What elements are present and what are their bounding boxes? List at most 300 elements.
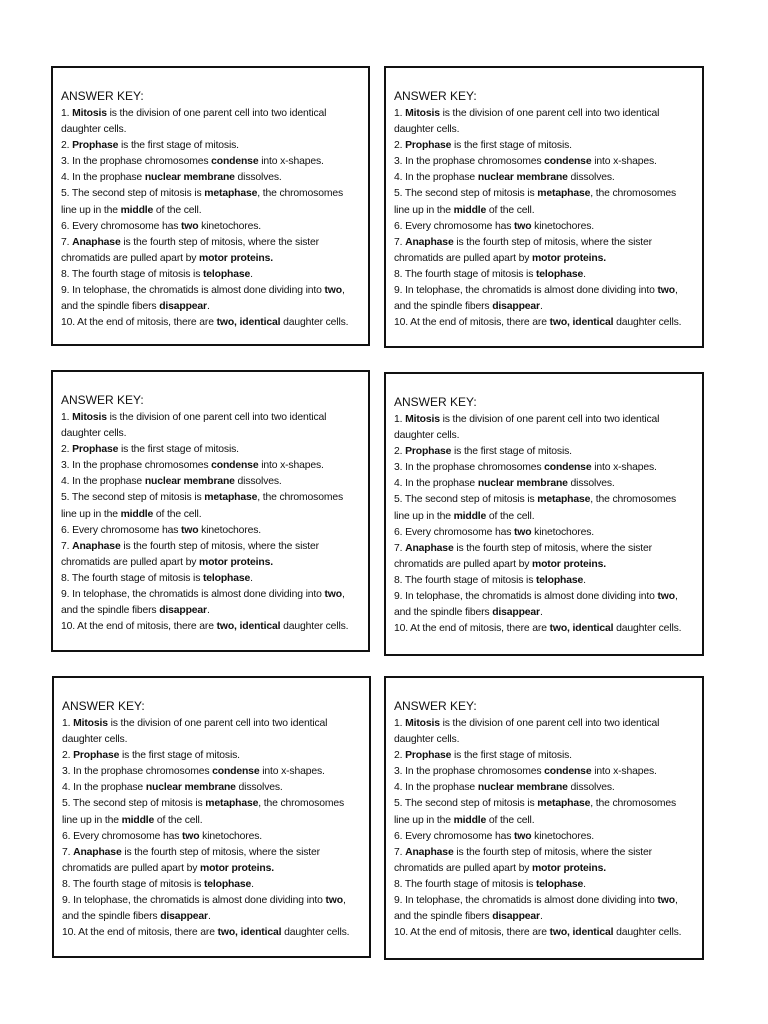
answer-term: Prophase [73, 750, 120, 762]
answer-text: 7. [394, 846, 406, 858]
answer-text: . [583, 574, 586, 586]
answer-term: Anaphase [72, 236, 121, 248]
answer-term: Mitosis [72, 108, 107, 119]
card-title: ANSWER KEY: [62, 699, 145, 713]
answer-text: 9. In telophase, the chromatids is almost done dividing into [394, 591, 658, 603]
answer-term: two [657, 591, 675, 603]
answer-text: 3. In the prophase chromosomes [61, 460, 212, 472]
answer-text: 8. The fourth stage of mitosis is [61, 572, 203, 584]
answer-line [61, 619, 360, 635]
answer-line [62, 764, 361, 780]
answer-term: middle [121, 814, 155, 826]
answer-term: metaphase [204, 492, 258, 504]
answer-term: nuclear membrane [144, 476, 235, 488]
answer-term: two [180, 220, 199, 232]
answer-line [61, 122, 360, 138]
answer-line [61, 410, 360, 426]
answer-line [394, 170, 694, 186]
answer-text: dissolves. [567, 782, 615, 794]
answer-line [394, 219, 694, 235]
answer-term: telophase [535, 878, 584, 890]
answer-text: chromatids are pulled apart by [394, 862, 533, 874]
answer-term: Mitosis [72, 412, 107, 423]
answer-line [394, 813, 694, 829]
answer-text: is the first stage of mitosis. [451, 750, 572, 762]
answer-line [62, 813, 361, 829]
answer-term: Mitosis [405, 108, 440, 119]
answer-text: 7. [62, 846, 74, 858]
answer-line [61, 251, 360, 267]
answer-line [394, 106, 694, 122]
answer-text: 2. [61, 444, 73, 456]
answer-text: is the division of one parent cell into two identical [439, 414, 660, 425]
answer-text: 4. In the prophase [394, 782, 478, 794]
answer-text: , [674, 591, 678, 603]
answer-line [62, 748, 361, 764]
answer-term: telophase [202, 268, 251, 280]
answer-text: daughter cells. [62, 734, 128, 746]
card-title: ANSWER KEY: [394, 395, 477, 409]
answer-term: disappear [159, 301, 207, 313]
answer-text: . [250, 268, 253, 280]
answer-text: 7. [61, 540, 73, 552]
answer-line [61, 267, 360, 283]
answer-term: nuclear membrane [477, 782, 568, 794]
answer-text: . [251, 878, 254, 890]
answer-term: telophase [535, 574, 584, 586]
answer-text: , [341, 285, 345, 297]
answer-text: 3. In the prophase chromosomes [394, 462, 545, 474]
answer-term: condense [211, 460, 259, 472]
answer-text: , the chromosomes [590, 798, 677, 810]
answer-line [394, 732, 694, 748]
answer-text: and the spindle fibers [61, 301, 160, 313]
answer-term: Prophase [405, 140, 452, 152]
answer-text: , [674, 285, 678, 297]
answer-text: , [341, 589, 345, 601]
answer-text: 8. The fourth stage of mitosis is [61, 268, 203, 280]
answer-term: Anaphase [72, 540, 121, 552]
answer-text: 6. Every chromosome has [394, 526, 514, 538]
answer-term: metaphase [537, 188, 591, 200]
answer-term: condense [544, 156, 592, 168]
answer-text: , the chromosomes [590, 188, 677, 200]
answer-term: middle [120, 204, 154, 216]
answer-line [394, 716, 694, 732]
answer-text: chromatids are pulled apart by [61, 252, 200, 264]
answer-term: Prophase [405, 750, 452, 762]
answer-term: two [513, 830, 532, 842]
answer-term: two [657, 895, 675, 907]
answer-line [394, 541, 694, 557]
answer-text: 5. The second step of mitosis is [61, 188, 205, 200]
answer-line [61, 106, 360, 122]
answer-line [61, 138, 360, 154]
answer-term: two, identical [549, 623, 614, 635]
answer-text: daughter cells. [280, 621, 349, 633]
answer-term: telophase [203, 878, 252, 890]
answer-term: nuclear membrane [144, 172, 235, 184]
answer-text: into x-shapes. [258, 460, 324, 472]
answer-text: 5. The second step of mitosis is [61, 492, 205, 504]
answer-text: 10. At the end of mitosis, there are [394, 623, 550, 635]
answer-term: two [325, 895, 343, 907]
answer-text: daughter cells. [394, 430, 460, 442]
answer-text: 6. Every chromosome has [394, 220, 514, 232]
answer-term: disappear [159, 605, 207, 617]
answer-line [394, 780, 694, 796]
answer-term: nuclear membrane [477, 478, 568, 490]
answer-line [394, 589, 694, 605]
answer-line [62, 845, 361, 861]
answer-line [61, 571, 360, 587]
answer-line [61, 186, 360, 202]
answer-text: 10. At the end of mitosis, there are [394, 317, 550, 329]
answer-term: two, identical [217, 927, 282, 939]
answer-term: two [513, 220, 532, 232]
answer-text: chromatids are pulled apart by [394, 252, 533, 264]
answer-text: . [583, 878, 586, 890]
answer-text: kinetochores. [531, 526, 595, 538]
answer-term: Mitosis [405, 414, 440, 425]
answer-text: is the first stage of mitosis. [451, 140, 572, 152]
answer-text: dissolves. [567, 172, 615, 184]
answer-line [394, 748, 694, 764]
answer-text: is the first stage of mitosis. [119, 750, 240, 762]
answer-line [394, 829, 694, 845]
answer-term: metaphase [205, 798, 259, 810]
answer-text: 10. At the end of mitosis, there are [62, 927, 218, 939]
answer-term: condense [544, 462, 592, 474]
answer-line [394, 122, 694, 138]
answer-text: 6. Every chromosome has [62, 830, 182, 842]
answer-text: line up in the [62, 814, 122, 826]
answer-line [394, 251, 694, 267]
answer-text: and the spindle fibers [394, 607, 493, 619]
answer-term: disappear [492, 911, 540, 923]
answer-text: 9. In telophase, the chromatids is almost done dividing into [61, 285, 325, 297]
answer-line [62, 716, 361, 732]
card-title: ANSWER KEY: [394, 699, 477, 713]
answer-text: kinetochores. [198, 524, 262, 536]
answer-text: is the division of one parent cell into two identical [106, 412, 327, 423]
answer-text: 8. The fourth stage of mitosis is [394, 268, 536, 280]
answer-text: 3. In the prophase chromosomes [394, 766, 545, 778]
answer-line [61, 442, 360, 458]
answer-text: , the chromosomes [590, 494, 677, 506]
answer-key-card [51, 66, 370, 346]
answer-line [61, 523, 360, 539]
answer-line [394, 203, 694, 219]
answer-text: 8. The fourth stage of mitosis is [394, 574, 536, 586]
answer-text: 9. In telophase, the chromatids is almost done dividing into [61, 589, 325, 601]
answer-term: two, identical [549, 927, 614, 939]
answer-text: daughter cells. [61, 428, 127, 440]
answer-text: is the division of one parent cell into two identical [106, 108, 327, 119]
answer-text: daughter cells. [61, 124, 127, 136]
answer-line [61, 474, 360, 490]
answer-key-body [394, 412, 694, 637]
answer-text: 8. The fourth stage of mitosis is [62, 878, 204, 890]
answer-text: chromatids are pulled apart by [62, 862, 201, 874]
answer-term: two [181, 830, 200, 842]
answer-term: two [180, 524, 199, 536]
answer-term: condense [211, 156, 259, 168]
answer-text: dissolves. [234, 476, 282, 488]
answer-term: two, identical [549, 317, 614, 329]
answer-text: 4. In the prophase [62, 782, 146, 794]
answer-text: . [206, 605, 210, 617]
answer-key-body [61, 106, 360, 331]
answer-text: and the spindle fibers [394, 301, 493, 313]
answer-term: middle [453, 510, 487, 522]
answer-term: metaphase [537, 798, 591, 810]
answer-term: two, identical [216, 317, 281, 329]
answer-text: 9. In telophase, the chromatids is almost done dividing into [394, 285, 658, 297]
answer-text: 3. In the prophase chromosomes [61, 156, 212, 168]
answer-key-card [51, 370, 370, 652]
answer-text: and the spindle fibers [394, 911, 493, 923]
answer-line [61, 235, 360, 251]
answer-line [394, 267, 694, 283]
answer-text: , the chromosomes [258, 798, 345, 810]
answer-term: telophase [535, 268, 584, 280]
answer-text: line up in the [394, 204, 454, 216]
answer-text: daughter cells. [394, 124, 460, 136]
answer-text: daughter cells. [281, 927, 350, 939]
answer-line [394, 909, 694, 925]
answer-line [394, 186, 694, 202]
answer-text: daughter cells. [613, 623, 682, 635]
answer-text: is the fourth step of mitosis, where the sister [121, 846, 320, 858]
answer-text: dissolves. [567, 478, 615, 490]
answer-line [394, 621, 694, 637]
answer-term: disappear [492, 301, 540, 313]
answer-term: nuclear membrane [477, 172, 568, 184]
answer-term: motor proteins. [199, 252, 273, 264]
answer-text: 3. In the prophase chromosomes [62, 766, 213, 778]
answer-text: kinetochores. [531, 830, 595, 842]
answer-line [62, 893, 361, 909]
answer-term: Anaphase [73, 846, 122, 858]
answer-text: 1. [394, 718, 406, 729]
answer-text: 7. [61, 236, 73, 248]
answer-text: is the first stage of mitosis. [451, 446, 572, 458]
answer-line [62, 877, 361, 893]
answer-text: 7. [394, 236, 406, 248]
answer-text: 6. Every chromosome has [394, 830, 514, 842]
answer-term: disappear [492, 607, 540, 619]
answer-term: Anaphase [405, 542, 454, 554]
answer-text: daughter cells. [394, 734, 460, 746]
answer-line [394, 525, 694, 541]
answer-line [61, 315, 360, 331]
answer-key-card [384, 676, 704, 960]
answer-text: 3. In the prophase chromosomes [394, 156, 545, 168]
answer-line [394, 861, 694, 877]
answer-line [394, 138, 694, 154]
answer-line [62, 909, 361, 925]
answer-text: 9. In telophase, the chromatids is almost done dividing into [62, 895, 326, 907]
answer-line [394, 925, 694, 941]
answer-text: is the fourth step of mitosis, where the sister [453, 542, 652, 554]
answer-text: daughter cells. [613, 927, 682, 939]
answer-line [61, 539, 360, 555]
answer-term: Mitosis [73, 718, 108, 729]
answer-text: is the fourth step of mitosis, where the sister [453, 846, 652, 858]
answer-text: 8. The fourth stage of mitosis is [394, 878, 536, 890]
answer-term: two [324, 285, 342, 297]
answer-line [61, 555, 360, 571]
answer-line [394, 444, 694, 460]
answer-text: dissolves. [235, 782, 283, 794]
answer-line [394, 283, 694, 299]
answer-text: 4. In the prophase [394, 172, 478, 184]
answer-text: kinetochores. [198, 220, 262, 232]
answer-text: is the fourth step of mitosis, where the sister [453, 236, 652, 248]
answer-text: 5. The second step of mitosis is [62, 798, 206, 810]
answer-text: 10. At the end of mitosis, there are [394, 927, 550, 939]
answer-text: dissolves. [234, 172, 282, 184]
answer-line [61, 154, 360, 170]
answer-text: 2. [61, 140, 73, 152]
answer-term: Prophase [405, 446, 452, 458]
answer-term: middle [120, 508, 154, 520]
answer-text: 10. At the end of mitosis, there are [61, 317, 217, 329]
answer-text: kinetochores. [531, 220, 595, 232]
answer-text: 5. The second step of mitosis is [394, 798, 538, 810]
answer-text: chromatids are pulled apart by [394, 558, 533, 570]
answer-line [394, 315, 694, 331]
answer-text: 1. [62, 718, 74, 729]
answer-text: 2. [62, 750, 74, 762]
answer-term: metaphase [537, 494, 591, 506]
answer-term: motor proteins. [532, 862, 606, 874]
answer-term: middle [453, 814, 487, 826]
answer-text: , [674, 895, 678, 907]
answer-line [62, 861, 361, 877]
answer-text: 5. The second step of mitosis is [394, 494, 538, 506]
answer-term: condense [212, 766, 260, 778]
answer-text: of the cell. [153, 508, 202, 520]
answer-text: is the division of one parent cell into two identical [439, 108, 660, 119]
answer-text: 7. [394, 542, 406, 554]
answer-term: disappear [160, 911, 208, 923]
answer-text: into x-shapes. [591, 462, 657, 474]
answer-text: 4. In the prophase [61, 172, 145, 184]
answer-line [394, 476, 694, 492]
answer-key-card [384, 372, 704, 656]
answer-text: , the chromosomes [257, 188, 344, 200]
answer-text: 9. In telophase, the chromatids is almost done dividing into [394, 895, 658, 907]
answer-text: 2. [394, 140, 406, 152]
answer-text: and the spindle fibers [61, 605, 160, 617]
answer-key-body [61, 410, 360, 635]
answer-term: condense [544, 766, 592, 778]
answer-text: chromatids are pulled apart by [61, 556, 200, 568]
answer-line [394, 573, 694, 589]
answer-text: . [583, 268, 586, 280]
answer-line [394, 605, 694, 621]
answer-text: of the cell. [486, 510, 535, 522]
answer-term: middle [453, 204, 487, 216]
answer-text: into x-shapes. [591, 766, 657, 778]
card-title: ANSWER KEY: [61, 393, 144, 407]
answer-line [394, 492, 694, 508]
answer-text: 1. [61, 412, 73, 423]
answer-key-body [394, 716, 694, 941]
answer-line [61, 426, 360, 442]
answer-line [62, 732, 361, 748]
answer-text: . [207, 911, 211, 923]
answer-text: line up in the [61, 508, 121, 520]
answer-line [394, 845, 694, 861]
answer-term: Mitosis [405, 718, 440, 729]
answer-text: into x-shapes. [591, 156, 657, 168]
answer-line [394, 154, 694, 170]
answer-text: into x-shapes. [259, 766, 325, 778]
answer-text: 1. [61, 108, 73, 119]
answer-term: two [513, 526, 532, 538]
answer-key-body [62, 716, 361, 941]
answer-text: into x-shapes. [258, 156, 324, 168]
answer-text: line up in the [394, 814, 454, 826]
answer-text: is the division of one parent cell into two identical [439, 718, 660, 729]
answer-text: is the first stage of mitosis. [118, 140, 239, 152]
answer-text: 4. In the prophase [394, 478, 478, 490]
answer-term: Prophase [72, 444, 119, 456]
answer-text: , the chromosomes [257, 492, 344, 504]
answer-line [394, 893, 694, 909]
answer-line [394, 299, 694, 315]
answer-line [61, 219, 360, 235]
answer-text: is the fourth step of mitosis, where the sister [120, 236, 319, 248]
answer-key-body [394, 106, 694, 331]
answer-text: . [539, 607, 543, 619]
answer-term: Anaphase [405, 846, 454, 858]
answer-text: is the division of one parent cell into two identical [107, 718, 328, 729]
answer-term: Anaphase [405, 236, 454, 248]
answer-text: line up in the [394, 510, 454, 522]
answer-text: 4. In the prophase [61, 476, 145, 488]
answer-line [394, 509, 694, 525]
answer-line [61, 490, 360, 506]
answer-line [394, 877, 694, 893]
answer-text: 1. [394, 108, 406, 119]
answer-text: . [206, 301, 210, 313]
answer-key-card [52, 676, 371, 958]
answer-line [61, 283, 360, 299]
answer-term: Prophase [72, 140, 119, 152]
answer-line [61, 603, 360, 619]
answer-line [394, 412, 694, 428]
answer-text: of the cell. [486, 204, 535, 216]
answer-key-card [384, 66, 704, 348]
answer-term: metaphase [204, 188, 258, 200]
answer-term: motor proteins. [532, 558, 606, 570]
answer-text: . [250, 572, 253, 584]
answer-text: of the cell. [153, 204, 202, 216]
answer-line [62, 796, 361, 812]
answer-text: 1. [394, 414, 406, 425]
answer-line [394, 764, 694, 780]
answer-term: motor proteins. [200, 862, 274, 874]
answer-line [61, 203, 360, 219]
answer-term: motor proteins. [532, 252, 606, 264]
answer-term: two [324, 589, 342, 601]
answer-text: 5. The second step of mitosis is [394, 188, 538, 200]
answer-term: nuclear membrane [145, 782, 236, 794]
